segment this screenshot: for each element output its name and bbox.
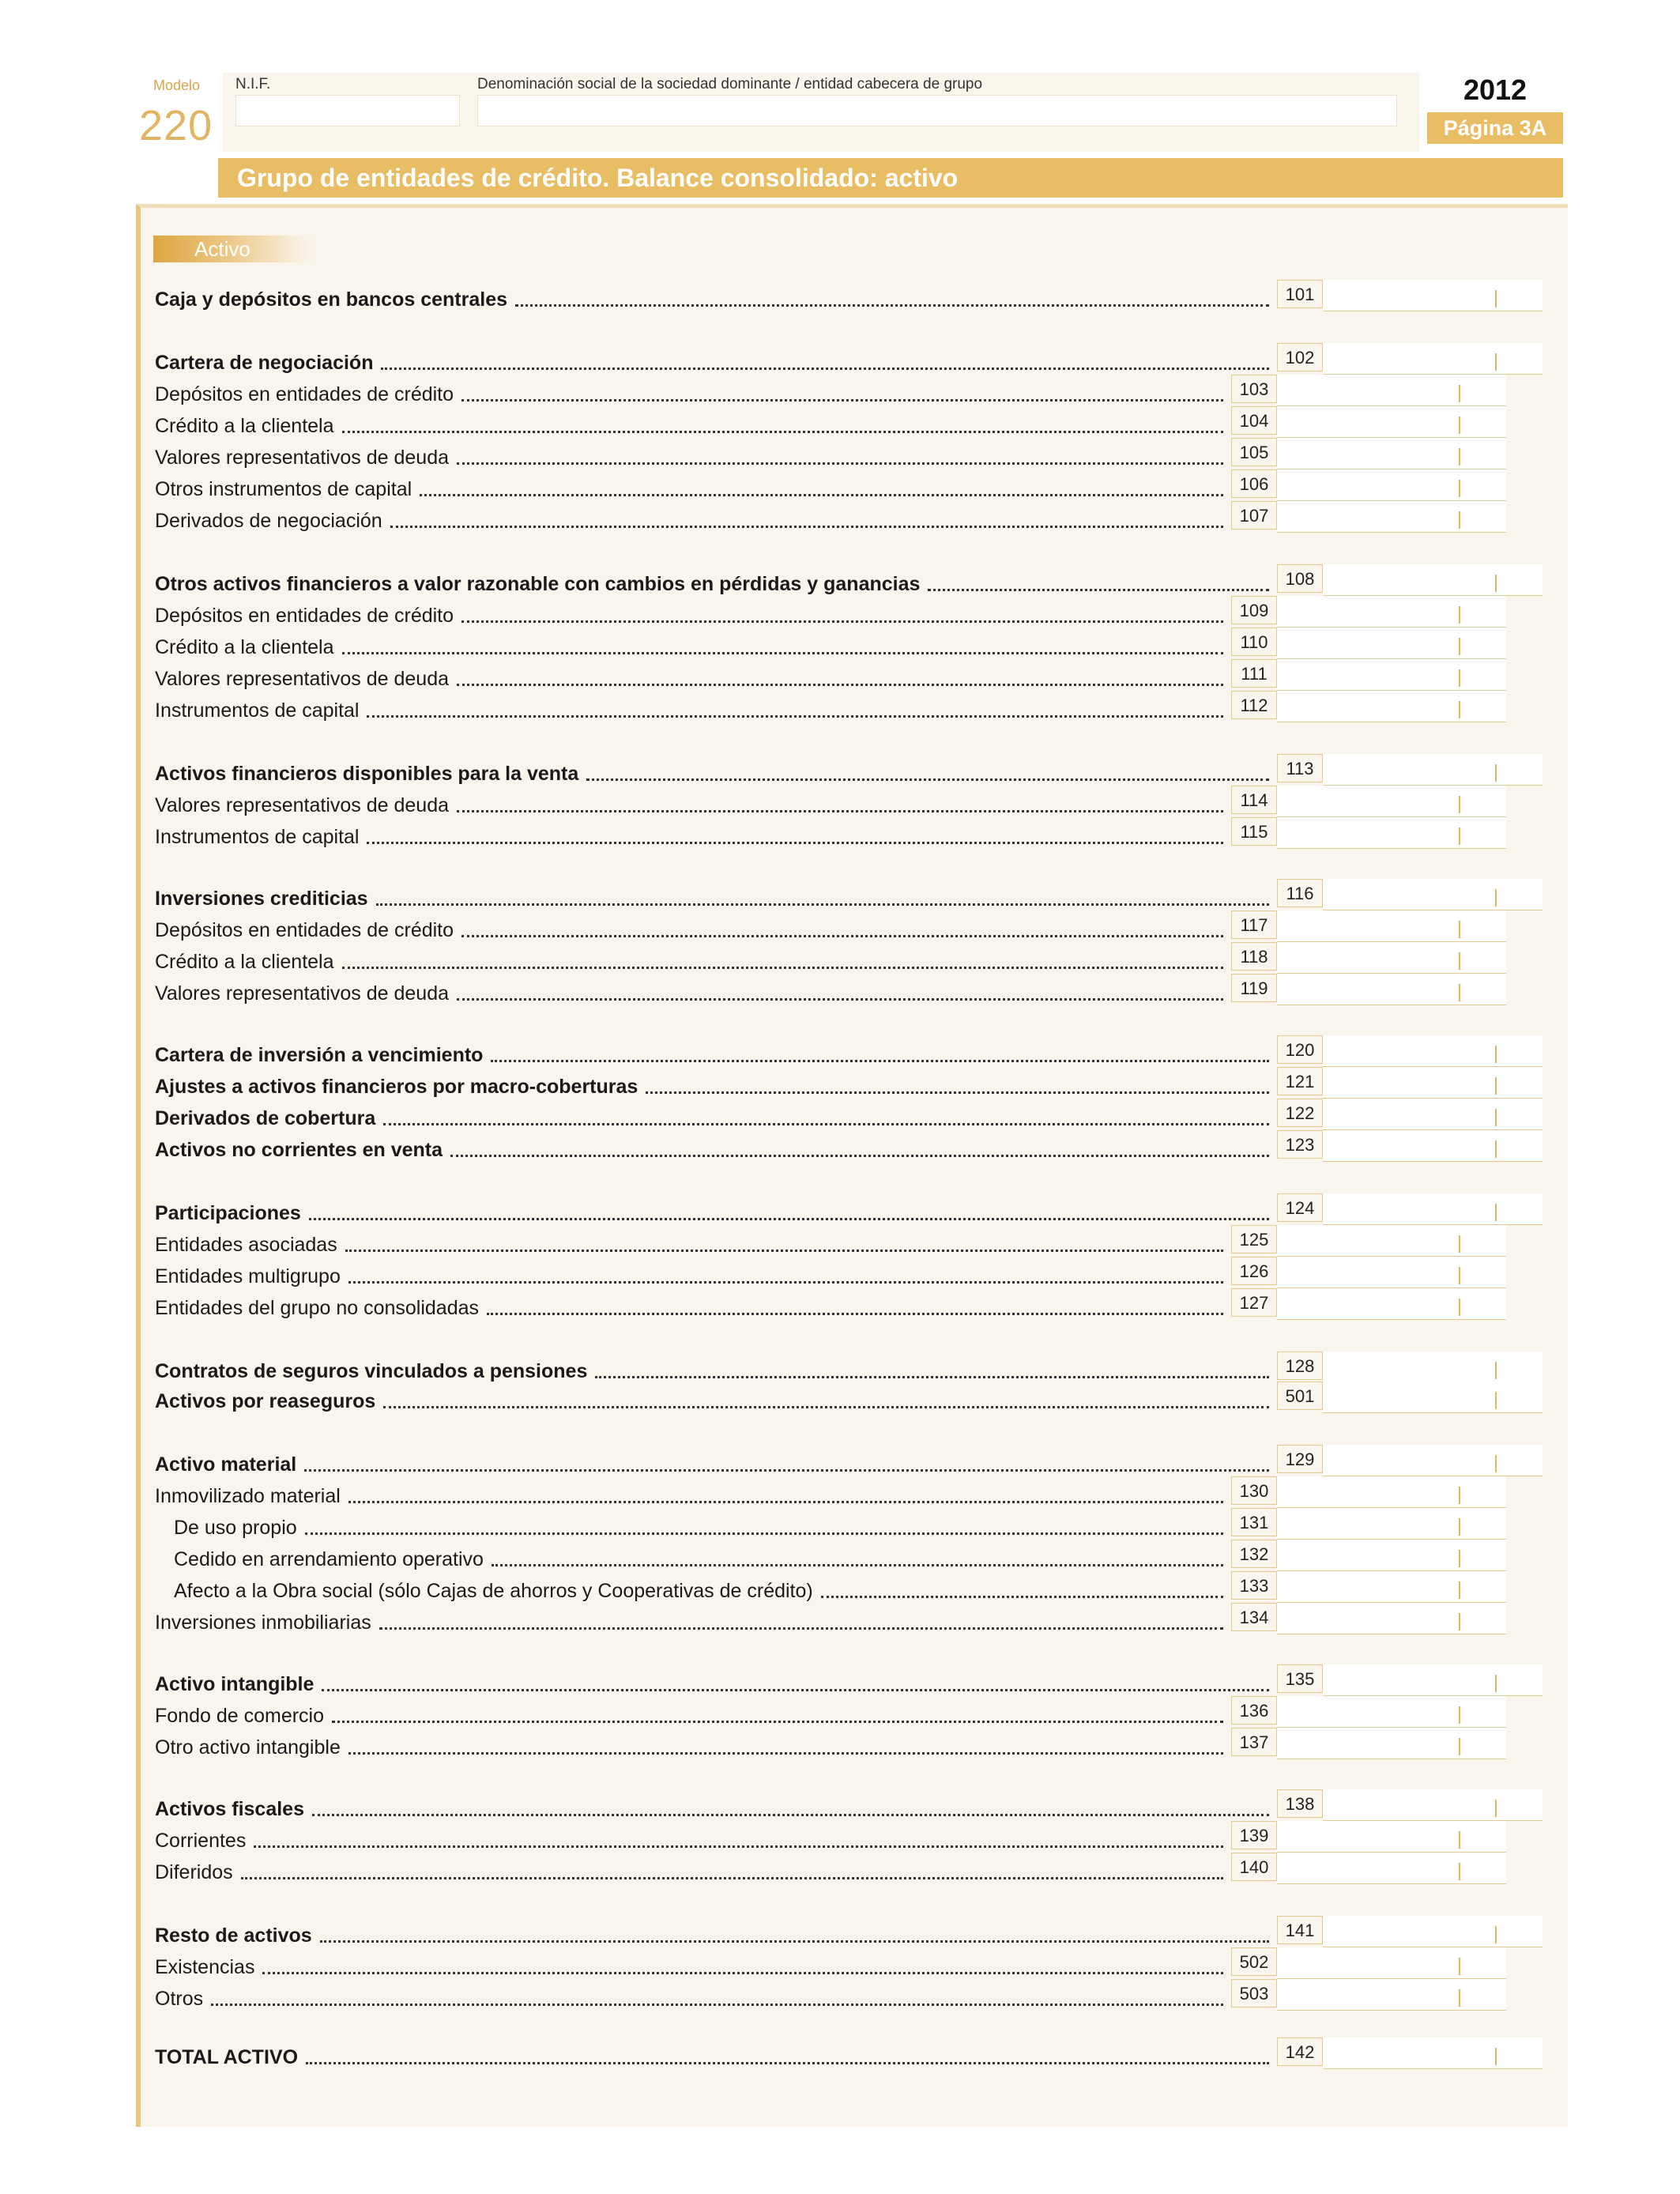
row-label: Activo intangible xyxy=(155,1673,315,1695)
box-code: 502 xyxy=(1231,1947,1277,1976)
amount-field-110[interactable] xyxy=(1277,628,1506,659)
amount-field-117[interactable] xyxy=(1277,910,1506,942)
form-row-133 xyxy=(155,1573,1228,1604)
form-row-118 xyxy=(155,944,1228,975)
form-row-107 xyxy=(155,503,1228,534)
dot-leader xyxy=(461,399,1223,401)
row-label: Diferidos xyxy=(155,1861,233,1883)
row-label: Entidades asociadas xyxy=(155,1234,337,1256)
amount-field-139[interactable] xyxy=(1277,1821,1506,1853)
page-title: Grupo de entidades de crédito. Balance consolidado: activo xyxy=(237,164,959,192)
amount-field-122[interactable] xyxy=(1323,1099,1543,1130)
amount-field-109[interactable] xyxy=(1277,596,1506,628)
amount-field-111[interactable] xyxy=(1277,659,1506,691)
row-label: Activos por reaseguros xyxy=(155,1390,376,1412)
dot-leader xyxy=(367,715,1223,718)
dot-leader xyxy=(254,1845,1223,1848)
decimal-separator-mark xyxy=(1495,1455,1497,1472)
dot-leader xyxy=(241,1877,1223,1879)
amount-field-121[interactable] xyxy=(1323,1067,1543,1099)
amount-field-503[interactable] xyxy=(1277,1979,1506,2011)
box-code: 129 xyxy=(1277,1445,1323,1473)
row-label: Cedido en arrendamiento operativo xyxy=(174,1548,484,1570)
modelo-label: Modelo xyxy=(153,77,201,93)
decimal-separator-mark xyxy=(1459,1706,1460,1724)
form-row-111 xyxy=(155,661,1228,692)
form-row-501 xyxy=(155,1383,1274,1415)
row-label: Ajustes a activos financieros por macro-coberturas xyxy=(155,1076,638,1098)
decimal-separator-mark xyxy=(1495,575,1497,592)
amount-field-137[interactable] xyxy=(1277,1728,1506,1759)
form-row-141 xyxy=(155,1917,1274,1949)
box-code: 503 xyxy=(1231,1979,1277,2007)
decimal-separator-mark xyxy=(1495,1926,1497,1943)
header-box xyxy=(223,73,1419,152)
decimal-separator-mark xyxy=(1459,701,1460,718)
dot-leader xyxy=(595,1376,1269,1378)
box-code: 127 xyxy=(1231,1288,1277,1317)
row-label: Existencias xyxy=(155,1956,255,1978)
decimal-separator-mark xyxy=(1459,1267,1460,1284)
form-row-138 xyxy=(155,1791,1274,1823)
box-code: 109 xyxy=(1231,596,1277,624)
row-label: Cartera de negociación xyxy=(155,352,374,374)
amount-field-116[interactable] xyxy=(1323,879,1543,910)
amount-field-133[interactable] xyxy=(1277,1571,1506,1603)
box-code: 130 xyxy=(1231,1476,1277,1505)
box-code: 501 xyxy=(1277,1382,1323,1410)
decimal-separator-mark xyxy=(1459,1989,1460,2007)
form-row-126 xyxy=(155,1258,1228,1290)
decimal-separator-mark xyxy=(1459,1613,1460,1630)
denominacion-field[interactable] xyxy=(477,95,1397,126)
form-row-114 xyxy=(155,787,1228,819)
amount-field-130[interactable] xyxy=(1277,1476,1506,1508)
nif-label: N.I.F. xyxy=(235,76,271,92)
form-row-129 xyxy=(155,1446,1274,1478)
decimal-separator-mark xyxy=(1459,669,1460,687)
decimal-separator-mark xyxy=(1459,1581,1460,1599)
box-code: 104 xyxy=(1231,406,1277,435)
form-row-104 xyxy=(155,408,1228,439)
row-label: Crédito a la clientela xyxy=(155,636,334,658)
amount-field-101[interactable] xyxy=(1323,280,1543,311)
box-code: 132 xyxy=(1231,1540,1277,1568)
amount-field-112[interactable] xyxy=(1277,691,1506,722)
dot-leader xyxy=(376,903,1269,906)
amount-field-136[interactable] xyxy=(1277,1696,1506,1728)
dot-leader xyxy=(487,1313,1223,1315)
decimal-separator-mark xyxy=(1495,1362,1497,1379)
decimal-separator-mark xyxy=(1495,1800,1497,1817)
form-row-132 xyxy=(155,1541,1228,1573)
amount-field-134[interactable] xyxy=(1277,1603,1506,1634)
row-label: Entidades multigrupo xyxy=(155,1265,341,1287)
row-label: Depósitos en entidades de crédito xyxy=(155,919,454,941)
dot-leader xyxy=(646,1091,1269,1094)
dot-leader xyxy=(381,368,1269,370)
dot-leader xyxy=(332,1721,1223,1723)
page-badge: Página 3A xyxy=(1427,112,1563,144)
form-row-139 xyxy=(155,1823,1228,1854)
dot-leader xyxy=(312,1814,1269,1816)
box-code: 103 xyxy=(1231,375,1277,403)
dot-leader xyxy=(348,1281,1223,1284)
decimal-separator-mark xyxy=(1459,1958,1460,1975)
dot-leader xyxy=(821,1596,1223,1598)
dot-leader xyxy=(450,1155,1269,1157)
dot-leader xyxy=(457,998,1223,1001)
dot-leader xyxy=(322,1689,1269,1691)
amount-field-104[interactable] xyxy=(1277,406,1506,438)
amount-field-119[interactable] xyxy=(1277,974,1506,1005)
dot-leader xyxy=(379,1627,1223,1630)
box-code: 113 xyxy=(1277,754,1323,782)
row-label: Otros xyxy=(155,1988,204,2010)
decimal-separator-mark xyxy=(1495,290,1497,307)
form-row-137 xyxy=(155,1729,1228,1761)
row-label: Valores representativos de deuda xyxy=(155,447,449,469)
dot-leader xyxy=(342,652,1223,654)
dot-leader xyxy=(457,684,1223,686)
box-code: 136 xyxy=(1231,1696,1277,1725)
box-code: 122 xyxy=(1277,1099,1323,1127)
dot-leader xyxy=(492,1564,1223,1566)
dot-leader xyxy=(461,935,1223,937)
decimal-separator-mark xyxy=(1459,827,1460,845)
decimal-separator-mark xyxy=(1459,480,1460,497)
dot-leader xyxy=(262,1972,1223,1974)
row-label: Activos fiscales xyxy=(155,1798,304,1820)
row-label: Otros activos financieros a valor razonable con cambios en pérdidas y ganancias xyxy=(155,573,921,595)
row-label: Resto de activos xyxy=(155,1924,312,1947)
decimal-separator-mark xyxy=(1459,448,1460,466)
row-label: Corrientes xyxy=(155,1830,247,1852)
amount-field-113[interactable] xyxy=(1323,754,1543,786)
decimal-separator-mark xyxy=(1459,1299,1460,1316)
row-label: TOTAL ACTIVO xyxy=(155,2046,299,2068)
form-row-142 xyxy=(155,2039,1274,2071)
dot-leader xyxy=(367,842,1223,844)
form-row-116 xyxy=(155,880,1274,912)
amount-field-132[interactable] xyxy=(1277,1540,1506,1571)
decimal-separator-mark xyxy=(1495,889,1497,907)
box-code: 124 xyxy=(1277,1193,1323,1222)
denominacion-label: Denominación social de la sociedad dominante / entidad cabecera de grupo xyxy=(477,76,983,92)
form-row-110 xyxy=(155,629,1228,661)
form-row-117 xyxy=(155,912,1228,944)
form-row-140 xyxy=(155,1854,1228,1886)
row-label: Inversiones inmobiliarias xyxy=(155,1612,371,1634)
row-label: Valores representativos de deuda xyxy=(155,982,449,1005)
box-code: 107 xyxy=(1231,501,1277,530)
form-row-115 xyxy=(155,819,1228,850)
row-label: Contratos de seguros vinculados a pensiones xyxy=(155,1360,588,1382)
decimal-separator-mark xyxy=(1459,1235,1460,1253)
decimal-separator-mark xyxy=(1459,1550,1460,1567)
form-row-122 xyxy=(155,1100,1274,1132)
row-label: Derivados de negociación xyxy=(155,510,382,532)
row-label: Fondo de comercio xyxy=(155,1705,325,1727)
decimal-separator-mark xyxy=(1459,638,1460,655)
decimal-separator-mark xyxy=(1495,1204,1497,1221)
form-row-102 xyxy=(155,345,1274,376)
form-row-119 xyxy=(155,975,1228,1007)
amount-field-115[interactable] xyxy=(1277,817,1506,849)
form-row-131 xyxy=(155,1510,1228,1541)
decimal-separator-mark xyxy=(1459,1738,1460,1755)
form-row-101 xyxy=(155,281,1274,313)
row-label: Afecto a la Obra social (sólo Cajas de ahorros y Cooperativas de crédito) xyxy=(174,1580,813,1602)
form-row-136 xyxy=(155,1698,1228,1729)
box-code: 108 xyxy=(1277,564,1323,593)
dot-leader xyxy=(342,967,1223,969)
form-row-128 xyxy=(155,1353,1274,1385)
dot-leader xyxy=(342,431,1223,433)
form-row-120 xyxy=(155,1037,1274,1069)
dot-leader xyxy=(383,1406,1269,1408)
decimal-separator-mark xyxy=(1495,1140,1497,1158)
amount-field-125[interactable] xyxy=(1277,1225,1506,1257)
box-code: 134 xyxy=(1231,1603,1277,1631)
box-code: 139 xyxy=(1231,1821,1277,1849)
box-code: 135 xyxy=(1277,1664,1323,1693)
box-code: 118 xyxy=(1231,942,1277,971)
form-row-127 xyxy=(155,1290,1228,1321)
form-row-125 xyxy=(155,1227,1228,1258)
box-code: 137 xyxy=(1231,1728,1277,1756)
amount-field-138[interactable] xyxy=(1323,1789,1543,1821)
amount-field-107[interactable] xyxy=(1277,501,1506,533)
row-label: Depósitos en entidades de crédito xyxy=(155,605,454,627)
form-row-135 xyxy=(155,1666,1274,1698)
decimal-separator-mark xyxy=(1459,796,1460,813)
dot-leader xyxy=(383,1123,1269,1125)
amount-field-129[interactable] xyxy=(1323,1445,1543,1476)
dot-leader xyxy=(491,1060,1269,1062)
dot-leader xyxy=(304,1469,1269,1472)
decimal-separator-mark xyxy=(1459,1518,1460,1536)
amount-field-123[interactable] xyxy=(1323,1130,1543,1162)
row-label: Caja y depósitos en bancos centrales xyxy=(155,288,507,311)
row-label: De uso propio xyxy=(174,1517,297,1539)
amount-field-105[interactable] xyxy=(1277,438,1506,469)
row-label: Otro activo intangible xyxy=(155,1736,341,1759)
dot-leader xyxy=(928,589,1269,591)
amount-field-131[interactable] xyxy=(1277,1508,1506,1540)
dot-leader xyxy=(348,1752,1223,1755)
box-code: 105 xyxy=(1231,438,1277,466)
box-code: 114 xyxy=(1231,786,1277,814)
dot-leader xyxy=(309,1218,1269,1220)
decimal-separator-mark xyxy=(1495,2048,1497,2065)
row-label: Entidades del grupo no consolidadas xyxy=(155,1297,480,1319)
amount-field-114[interactable] xyxy=(1277,786,1506,817)
row-label: Instrumentos de capital xyxy=(155,699,360,722)
box-code: 102 xyxy=(1277,343,1323,371)
row-label: Activo material xyxy=(155,1453,297,1476)
dot-leader xyxy=(211,2004,1223,2006)
decimal-separator-mark xyxy=(1495,1392,1497,1409)
year: 2012 xyxy=(1427,73,1563,107)
form-row-123 xyxy=(155,1132,1274,1163)
decimal-separator-mark xyxy=(1459,1487,1460,1504)
row-label: Valores representativos de deuda xyxy=(155,668,449,690)
dot-leader xyxy=(457,462,1223,465)
box-code: 140 xyxy=(1231,1853,1277,1881)
box-code: 138 xyxy=(1277,1789,1323,1818)
box-code: 128 xyxy=(1277,1351,1323,1380)
form-row-502 xyxy=(155,1949,1228,1981)
form-row-121 xyxy=(155,1069,1274,1100)
box-code: 126 xyxy=(1231,1257,1277,1285)
box-code: 110 xyxy=(1231,628,1277,656)
decimal-separator-mark xyxy=(1495,1077,1497,1095)
decimal-separator-mark xyxy=(1459,606,1460,624)
decimal-separator-mark xyxy=(1459,984,1460,1001)
box-code: 141 xyxy=(1277,1916,1323,1944)
form-row-108 xyxy=(155,566,1274,598)
decimal-separator-mark xyxy=(1495,1675,1497,1692)
amount-field-102[interactable] xyxy=(1323,343,1543,375)
dot-leader xyxy=(306,2062,1269,2064)
amount-field-126[interactable] xyxy=(1277,1257,1506,1288)
box-code: 142 xyxy=(1277,2038,1323,2066)
dot-leader xyxy=(457,810,1223,812)
row-label: Inmovilizado material xyxy=(155,1485,341,1507)
amount-field-118[interactable] xyxy=(1277,942,1506,974)
row-label: Otros instrumentos de capital xyxy=(155,478,412,500)
dot-leader xyxy=(586,778,1269,781)
decimal-separator-mark xyxy=(1459,385,1460,402)
amount-field-135[interactable] xyxy=(1323,1664,1543,1696)
decimal-separator-mark xyxy=(1459,511,1460,529)
dot-leader xyxy=(348,1501,1223,1503)
decimal-separator-mark xyxy=(1495,1046,1497,1063)
amount-field-120[interactable] xyxy=(1323,1035,1543,1067)
row-label: Instrumentos de capital xyxy=(155,826,360,848)
dot-leader xyxy=(305,1532,1223,1535)
form-row-105 xyxy=(155,439,1228,471)
row-label: Crédito a la clientela xyxy=(155,951,334,973)
decimal-separator-mark xyxy=(1459,1831,1460,1849)
dot-leader xyxy=(345,1250,1223,1252)
row-label: Crédito a la clientela xyxy=(155,415,334,437)
decimal-separator-mark xyxy=(1495,1109,1497,1126)
row-label: Participaciones xyxy=(155,1202,301,1224)
form-row-103 xyxy=(155,376,1228,408)
amount-field-124[interactable] xyxy=(1323,1193,1543,1225)
row-label: Inversiones crediticias xyxy=(155,888,368,910)
form-row-106 xyxy=(155,471,1228,503)
box-code: 115 xyxy=(1231,817,1277,846)
box-code: 101 xyxy=(1277,280,1323,308)
row-label: Cartera de inversión a vencimiento xyxy=(155,1044,484,1066)
decimal-separator-mark xyxy=(1459,952,1460,970)
box-code: 116 xyxy=(1277,879,1323,907)
amount-field-141[interactable] xyxy=(1323,1916,1543,1947)
section-tab-activo: Activo xyxy=(153,236,311,262)
box-code: 119 xyxy=(1231,974,1277,1002)
dot-leader xyxy=(390,526,1223,528)
box-code: 125 xyxy=(1231,1225,1277,1253)
box-code: 121 xyxy=(1277,1067,1323,1095)
box-code: 120 xyxy=(1277,1035,1323,1064)
amount-field-140[interactable] xyxy=(1277,1853,1506,1884)
row-label: Depósitos en entidades de crédito xyxy=(155,383,454,405)
form-row-109 xyxy=(155,598,1228,629)
amount-field-142[interactable] xyxy=(1323,2038,1543,2069)
form-row-130 xyxy=(155,1478,1228,1510)
decimal-separator-mark xyxy=(1459,417,1460,434)
row-label: Activos financieros disponibles para la venta xyxy=(155,763,579,785)
row-label: Valores representativos de deuda xyxy=(155,794,449,816)
decimal-separator-mark xyxy=(1459,1863,1460,1880)
amount-field-501[interactable] xyxy=(1323,1382,1543,1413)
decimal-separator-mark xyxy=(1495,353,1497,371)
box-code: 106 xyxy=(1231,469,1277,498)
nif-field[interactable] xyxy=(235,95,460,126)
amount-field-103[interactable] xyxy=(1277,375,1506,406)
amount-field-127[interactable] xyxy=(1277,1288,1506,1320)
dot-leader xyxy=(420,494,1223,496)
box-code: 111 xyxy=(1231,659,1277,688)
box-code: 131 xyxy=(1231,1508,1277,1536)
amount-field-128[interactable] xyxy=(1323,1351,1543,1383)
box-code: 123 xyxy=(1277,1130,1323,1159)
dot-leader xyxy=(461,620,1223,623)
amount-field-106[interactable] xyxy=(1277,469,1506,501)
box-code: 133 xyxy=(1231,1571,1277,1600)
box-code: 112 xyxy=(1231,691,1277,719)
form-row-124 xyxy=(155,1195,1274,1227)
decimal-separator-mark xyxy=(1459,921,1460,938)
form-row-113 xyxy=(155,756,1274,787)
form-row-112 xyxy=(155,692,1228,724)
form-row-503 xyxy=(155,1981,1228,2012)
form-row-134 xyxy=(155,1604,1228,1636)
decimal-separator-mark xyxy=(1495,764,1497,782)
row-label: Activos no corrientes en venta xyxy=(155,1139,443,1161)
amount-field-108[interactable] xyxy=(1323,564,1543,596)
row-label: Derivados de cobertura xyxy=(155,1107,376,1129)
box-code: 117 xyxy=(1231,910,1277,939)
dot-leader xyxy=(320,1940,1269,1943)
modelo-number: 220 xyxy=(139,102,213,149)
dot-leader xyxy=(515,304,1269,307)
amount-field-502[interactable] xyxy=(1277,1947,1506,1979)
